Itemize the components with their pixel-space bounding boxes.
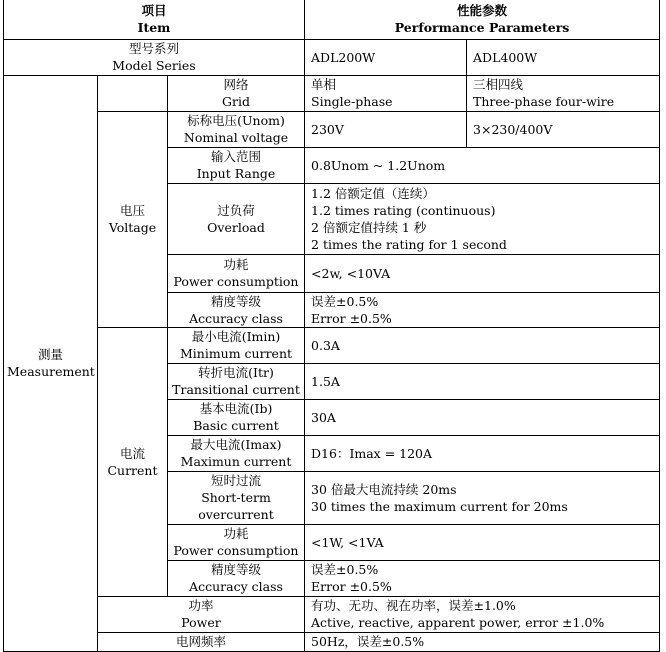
basic-current-label-en: Basic current [193, 418, 279, 433]
grid-label-cn: 网络 [223, 77, 249, 92]
frequency-row [4, 632, 660, 651]
short-term-label-en-2: overcurrent [198, 507, 274, 522]
current-power-label-cn: 功耗 [223, 526, 249, 541]
params-header [305, 0, 660, 39]
min-current-label-cn: 最小电流(Imin) [191, 329, 281, 344]
params-header-cn: 性能参数 [457, 3, 508, 19]
input-range-label-cn: 输入范围 [211, 149, 262, 164]
measurement-label-cn: 测量 [37, 347, 63, 362]
min-current-label-en: Minimum current [179, 346, 293, 361]
overload-line-2: 1.2 times rating (continuous) [311, 202, 496, 218]
grid-row [4, 75, 660, 111]
overload-line-1: 1.2 倍额定值（连续） [311, 185, 435, 201]
voltage-power-label-en: Power consumption [173, 274, 299, 289]
grid-spacer [98, 75, 168, 111]
input-range-value: 0.8Unom ~ 1.2Unom [305, 147, 660, 183]
overload-value [305, 183, 660, 254]
grid-value-200 [305, 75, 467, 111]
overload-label-en: Overload [207, 219, 265, 235]
max-current-label [168, 435, 305, 471]
max-current-label-cn: 最大电流(Imax) [190, 437, 282, 452]
nominal-voltage-label [168, 111, 305, 147]
measurement-label [4, 75, 98, 651]
grid-value-400-en: Three-phase four-wire [473, 94, 615, 109]
transitional-current-label-cn: 转折电流(Itr) [198, 365, 274, 380]
min-current-row [4, 327, 660, 363]
current-power-label [168, 524, 305, 560]
voltage-group-en: Voltage [108, 220, 157, 235]
voltage-group-label [98, 111, 168, 327]
transitional-current-label-en: Transitional current [172, 382, 300, 397]
current-accuracy-label-en: Accuracy class [189, 579, 283, 594]
power-label-cn: 功率 [188, 598, 214, 613]
params-header-en: Performance Parameters [394, 20, 570, 36]
transitional-current-label [168, 363, 305, 399]
overload-label-cn: 过负荷 [217, 202, 255, 218]
grid-label [168, 75, 305, 111]
frequency-value: 50Hz，误差±0.5% [305, 632, 660, 651]
header-row [4, 0, 660, 39]
current-accuracy-label [168, 560, 305, 596]
item-header-cn: 项目 [141, 3, 167, 19]
short-term-label-cn: 短时过流 [211, 473, 262, 488]
short-term-label [168, 471, 305, 524]
item-header [4, 0, 305, 39]
basic-current-label [168, 399, 305, 435]
transitional-current-value: 1.5A [305, 363, 660, 399]
grid-value-200-cn: 单相 [311, 77, 337, 92]
power-value-cn: 有功、无功、视在功率，误差±1.0% [311, 598, 516, 613]
current-accuracy-value [305, 560, 660, 596]
measurement-label-en: Measurement [7, 364, 95, 379]
model-series-row [4, 39, 660, 75]
voltage-accuracy-value-en: Error ±0.5% [311, 310, 392, 326]
overload-line-3: 2 倍额定值持续 1 秒 [311, 219, 427, 235]
basic-current-value: 30A [305, 399, 660, 435]
current-group-en: Current [107, 462, 158, 478]
voltage-power-label [168, 254, 305, 292]
input-range-label-en: Input Range [196, 166, 276, 181]
voltage-accuracy-label-en: Accuracy class [189, 310, 283, 326]
model-series-label-en: Model Series [112, 58, 196, 73]
overload-label [168, 183, 305, 254]
spec-table [3, 0, 660, 652]
power-value-en: Active, reactive, apparent power, error ±1.0% [311, 615, 605, 630]
voltage-power-value: <2w, <10VA [305, 254, 660, 292]
nominal-voltage-row [4, 111, 660, 147]
nominal-voltage-200: 230V [305, 111, 467, 147]
current-accuracy-value-cn: 误差±0.5% [311, 562, 379, 577]
current-group-cn: 电流 [119, 445, 145, 461]
grid-value-200-en: Single-phase [311, 94, 393, 109]
item-header-en: Item [137, 20, 171, 36]
min-current-label [168, 327, 305, 363]
model-series-label [4, 39, 305, 75]
min-current-value: 0.3A [305, 327, 660, 363]
basic-current-label-cn: 基本电流(Ib) [199, 401, 273, 416]
grid-value-400 [467, 75, 660, 111]
frequency-label: 电网频率 [98, 632, 305, 651]
voltage-group-cn: 电压 [119, 203, 145, 218]
grid-value-400-cn: 三相四线 [473, 77, 524, 92]
power-value [305, 596, 660, 632]
model-series-label-cn: 型号系列 [129, 41, 180, 56]
power-label [98, 596, 305, 632]
voltage-accuracy-value [305, 292, 660, 327]
short-term-line-2: 30 times the maximum current for 20ms [311, 498, 568, 514]
voltage-accuracy-label-cn: 精度等级 [211, 293, 262, 309]
short-term-label-en-1: Short-term [201, 490, 271, 505]
current-power-label-en: Power consumption [173, 543, 299, 558]
current-group-label [98, 327, 168, 596]
max-current-value: D16：Imax = 120A [305, 435, 660, 471]
nominal-voltage-label-cn: 标称电压(Unom) [187, 113, 285, 128]
voltage-accuracy-label [168, 292, 305, 327]
short-term-line-1: 30 倍最大电流持续 20ms [311, 481, 457, 497]
voltage-accuracy-value-cn: 误差±0.5% [311, 293, 379, 309]
nominal-voltage-400: 3×230/400V [467, 111, 660, 147]
current-accuracy-value-en: Error ±0.5% [311, 579, 392, 594]
current-accuracy-label-cn: 精度等级 [211, 562, 262, 577]
nominal-voltage-label-en: Nominal voltage [183, 130, 289, 145]
power-label-en: Power [181, 615, 221, 630]
input-range-label [168, 147, 305, 183]
overload-line-4: 2 times the rating for 1 second [311, 236, 507, 252]
voltage-power-label-cn: 功耗 [223, 257, 249, 272]
grid-label-en: Grid [222, 94, 250, 109]
current-power-value: <1W, <1VA [305, 524, 660, 560]
model-adl200w: ADL200W [305, 39, 467, 75]
short-term-value [305, 471, 660, 524]
max-current-label-en: Maximun current [180, 454, 292, 469]
model-adl400w: ADL400W [467, 39, 660, 75]
power-row [4, 596, 660, 632]
